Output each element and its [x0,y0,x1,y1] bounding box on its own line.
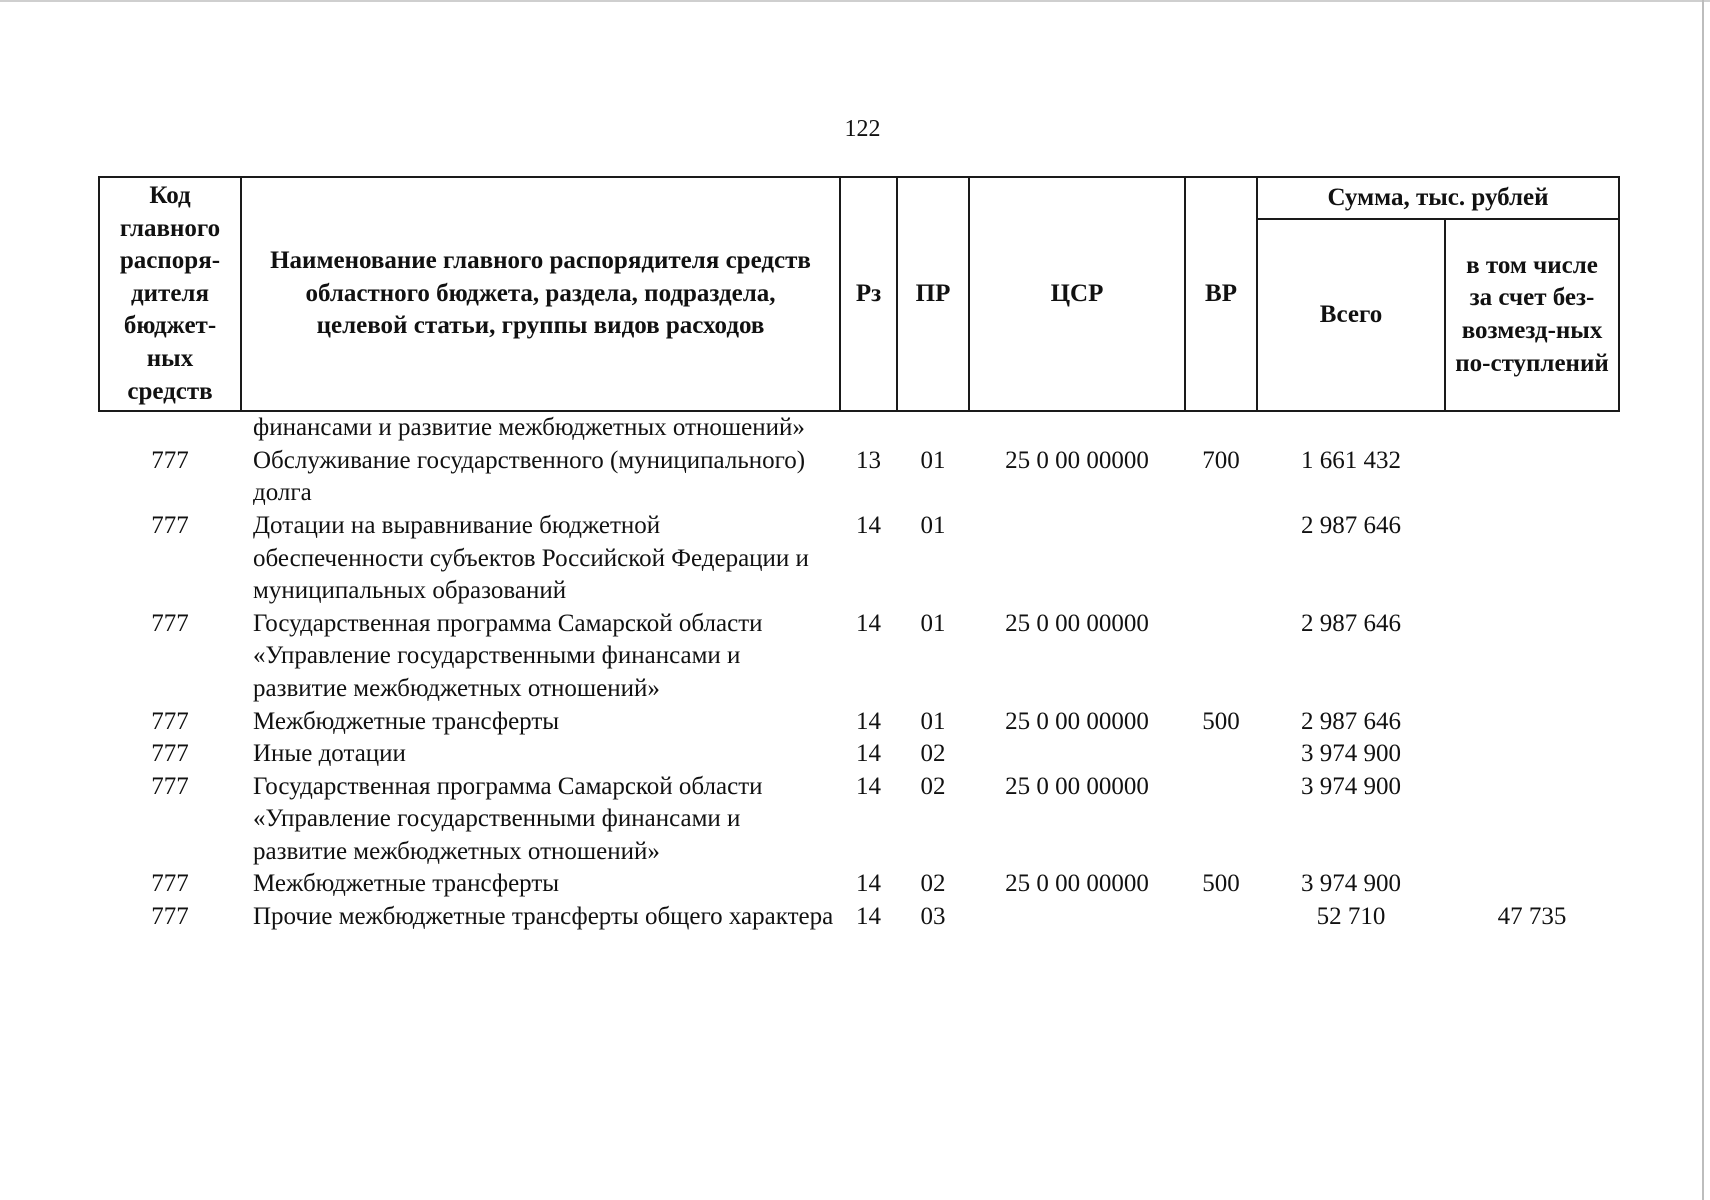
cell-csr: 25 0 00 00000 [1005,870,1149,898]
cell-free [1445,411,1619,445]
cell-csr [969,738,1185,771]
cell-rz: 14 [856,772,881,800]
cell-rz: 14 [856,609,881,637]
cell-vr: 700 [1202,446,1240,474]
cell-code [99,411,241,445]
cell-pr: 02 [920,772,946,800]
page-number: 122 [844,116,881,142]
table-row [99,510,1619,608]
cell-total: 1 661 432 [1301,446,1401,474]
cell-vr [1185,608,1257,706]
cell-rz: 13 [856,446,881,474]
cell-vr [1185,411,1257,445]
header-code: Код главного распоря-дителя бюджет-ных средств [99,177,241,411]
cell-total: 2 987 646 [1301,609,1401,637]
cell-rz: 14 [856,707,881,735]
header-free: в том числе за счет без-возмезд-ных по-ступлений [1445,219,1619,411]
cell-vr [1185,901,1257,934]
cell-vr [1185,771,1257,869]
cell-name: Прочие межбюджетные трансферты общего характера [253,903,834,931]
cell-rz: 14 [856,903,881,931]
cell-name: Межбюджетные трансферты [253,870,560,898]
cell-rz: 14 [856,870,881,898]
page-right-edge [1702,0,1704,1200]
cell-pr: 02 [920,870,946,898]
header-total: Всего [1257,219,1445,411]
header-rz: Рз [840,177,897,411]
cell-csr [969,510,1185,608]
cell-pr: 01 [920,707,946,735]
table-row [99,411,1619,445]
page-top-edge [0,0,1710,2]
cell-code: 777 [151,511,189,539]
cell-total: 3 974 900 [1301,870,1401,898]
cell-vr [1185,738,1257,771]
header-csr: ЦСР [969,177,1185,411]
budget-table [98,176,1620,934]
cell-code: 777 [151,772,189,800]
cell-free [1445,445,1619,510]
cell-code: 777 [151,870,189,898]
cell-pr: 01 [920,609,946,637]
cell-csr: 25 0 00 00000 [1005,772,1149,800]
cell-code: 777 [151,740,189,768]
cell-code: 777 [151,707,189,735]
cell-free [1445,771,1619,869]
cell-total [1257,411,1445,445]
table-row [99,608,1619,706]
cell-free [1445,868,1619,901]
cell-vr [1185,510,1257,608]
cell-free [1445,738,1619,771]
cell-code: 777 [151,609,189,637]
cell-pr: 03 [920,903,946,931]
cell-name: финансами и развитие межбюджетных отношений» [253,414,805,442]
cell-csr [969,901,1185,934]
table-row [99,706,1619,739]
table-row [99,738,1619,771]
cell-code: 777 [151,446,189,474]
cell-name: Межбюджетные трансферты [253,707,560,735]
cell-total: 3 974 900 [1301,772,1401,800]
table-row [99,901,1619,934]
cell-vr: 500 [1202,707,1240,735]
cell-pr: 02 [920,740,946,768]
cell-rz: 14 [856,740,881,768]
table-row [99,771,1619,869]
cell-csr [969,411,1185,445]
cell-free [1445,706,1619,739]
table-body [99,411,1619,934]
cell-csr: 25 0 00 00000 [1005,446,1149,474]
table-row [99,868,1619,901]
cell-pr: 01 [920,446,946,474]
cell-total: 52 710 [1316,903,1386,931]
cell-free [1445,510,1619,608]
cell-free: 47 735 [1497,903,1567,931]
cell-csr: 25 0 00 00000 [1005,707,1149,735]
cell-code: 777 [151,903,189,931]
cell-free [1445,608,1619,706]
cell-total: 2 987 646 [1301,511,1401,539]
cell-vr: 500 [1202,870,1240,898]
cell-csr: 25 0 00 00000 [1005,609,1149,637]
cell-pr: 01 [920,511,946,539]
table-row [99,445,1619,510]
cell-name: Дотации на выравнивание бюджетной обеспеченности субъектов Российской Федерации и муниципальных образований [253,511,809,605]
table-header [99,177,1619,411]
cell-total: 2 987 646 [1301,707,1401,735]
cell-name: Государственная программа Самарской области «Управление государственными финансами и развитие межбюджетных отношений» [253,609,763,702]
cell-total: 3 974 900 [1301,740,1401,768]
header-pr: ПР [897,177,969,411]
cell-name: Обслуживание государственного (муниципального) долга [253,446,806,507]
cell-rz [840,411,897,445]
header-sum: Сумма, тыс. рублей [1257,177,1619,219]
cell-pr [897,411,969,445]
header-name: Наименование главного распорядителя средств областного бюджета, раздела, подраздела, целевой статьи, группы видов расходов [241,177,840,411]
cell-name: Иные дотации [253,740,406,768]
cell-name: Государственная программа Самарской области «Управление государственными финансами и развитие межбюджетных отношений» [253,772,763,865]
header-vr: ВР [1185,177,1257,411]
cell-rz: 14 [856,511,881,539]
